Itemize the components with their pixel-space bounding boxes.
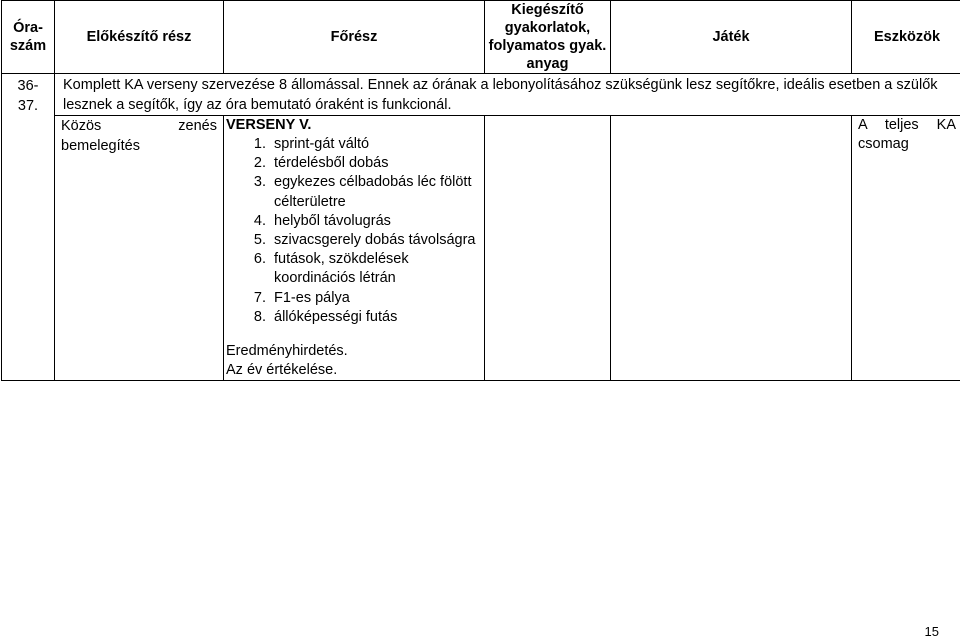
header-jatek: Játék (611, 1, 852, 74)
lesson-description: Komplett KA verseny szervezése 8 állomással. Ennek az órának a lebonyolításához szükségünk lesz segítőkre, ideális esetben a szülők lesznek a segítők, így az óra bemutató óraként is funkcionál. (55, 74, 960, 116)
warmup-cell (55, 116, 224, 381)
result-announcement: Eredményhirdetés. (226, 343, 348, 360)
station-item: 6. futások, szökdelések koordinációs létrán (270, 250, 484, 288)
game-cell (611, 116, 852, 381)
station-item: 3. egykezes célbadobás léc fölött célterületre (270, 173, 484, 211)
station-list (224, 135, 484, 327)
lesson-number: 36- 37. (2, 74, 55, 381)
closing-notes (224, 342, 484, 380)
station-item: 8. állóképességi futás (270, 308, 484, 327)
page-number: 15 (924, 624, 939, 639)
header-eszkozok: Eszközök (852, 1, 960, 74)
station-item: 5. szivacsgerely dobás távolságra (270, 231, 484, 250)
year-evaluation: Az év értékelése. (226, 362, 338, 379)
tools-text: A teljes KA csomag (858, 117, 956, 152)
header-elokeszito: Előkészítő rész (55, 1, 224, 74)
header-oraszam: Óra- szám (2, 1, 55, 74)
header-kiegeszito-text: Kiegészítő gyakorlatok, folyamatos gyak. anyag (488, 2, 607, 72)
main-part-cell (224, 116, 485, 381)
lesson-plan-table (1, 0, 960, 381)
station-item: 1. sprint-gát váltó (270, 135, 484, 154)
station-item: 4. helyből távolugrás (270, 212, 484, 231)
header-row (2, 1, 960, 74)
tools-cell (852, 116, 960, 381)
station-item: 7. F1-es pálya (270, 289, 484, 308)
header-kiegeszito (485, 1, 611, 74)
content-row (2, 116, 960, 381)
header-foresz: Főrész (224, 1, 485, 74)
verseny-title: VERSENY V. (226, 117, 312, 133)
warmup-text: Közös zenés bemelegítés (61, 118, 217, 154)
supplementary-cell (485, 116, 611, 381)
station-item: 2. térdelésből dobás (270, 154, 484, 173)
description-row (2, 74, 960, 116)
